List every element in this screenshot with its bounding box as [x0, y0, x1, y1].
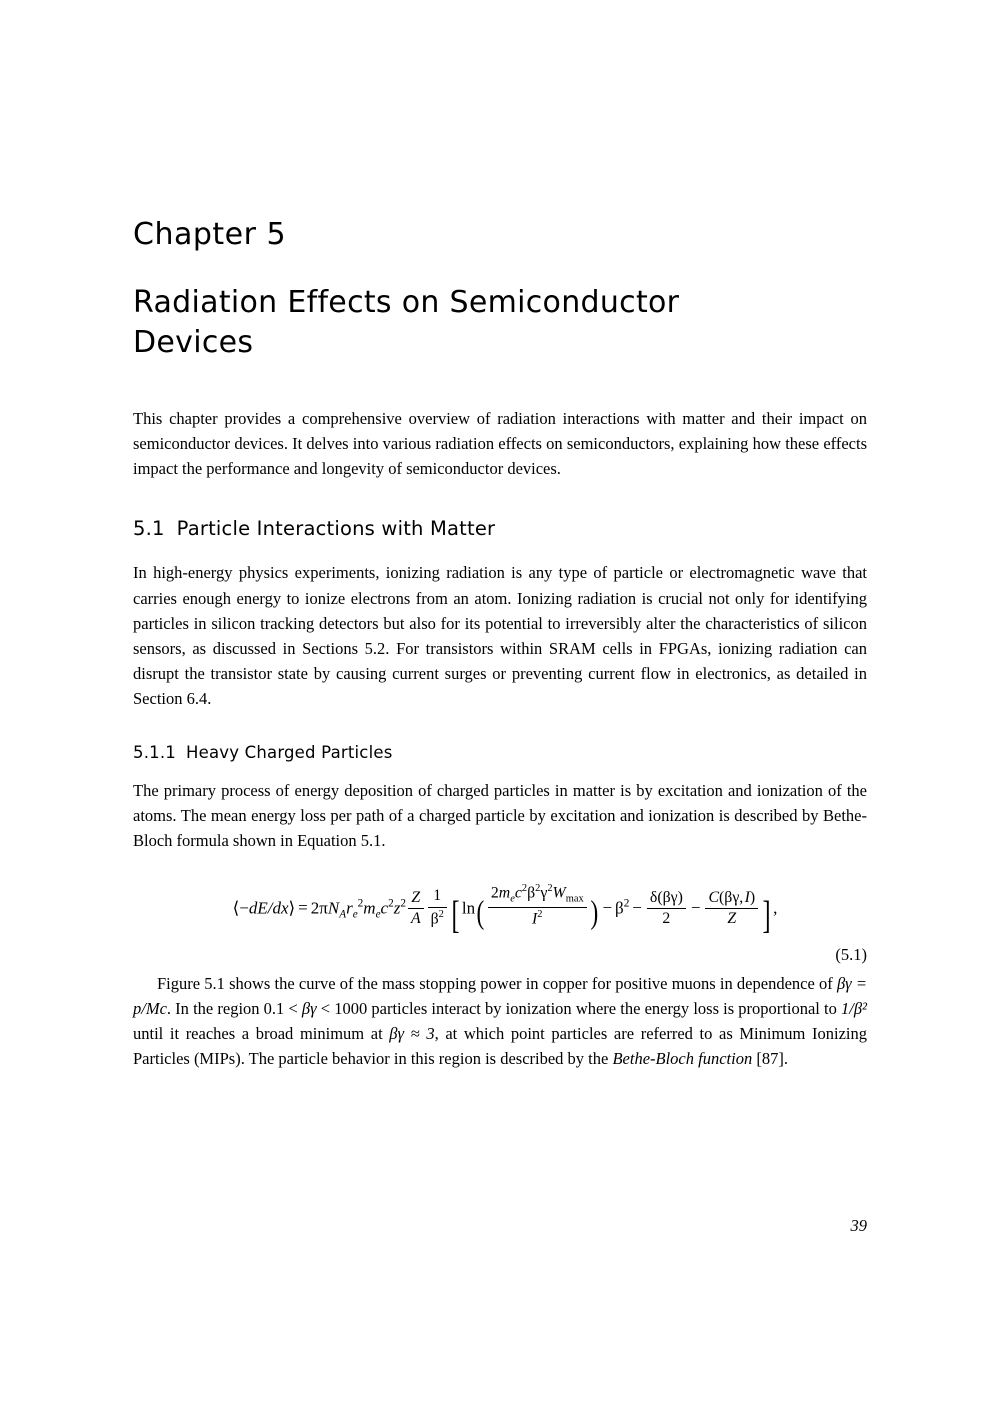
equation-number: (5.1) [835, 945, 867, 965]
equation-rendered: ⟨−dE/dx⟩ = $2\pi N_Ar_e^2m_ec^2z^2$ $\frac{Z}{A}$ $\frac{1}{\beta^2}$ [ ln( $\frac{2m_ec^2\beta^2\gamma^2W_{max}}{I^2}$ ) − $\beta^2$ − $\frac{\delta(\beta\gamma)}{2}$ − $\frac{C(\beta\gamma, I)}{Z}$ ] , [232, 883, 778, 937]
section-title: Particle Interactions with Matter [176, 517, 496, 541]
subsection-title: Heavy Charged Particles [185, 742, 393, 762]
section-number: 5.1 [133, 517, 165, 541]
figure-paragraph-part-5: , at which point particles are referred to as Minimum Ionizing Particles (MIPs). The particle behavior in this region is described by the [133, 1024, 868, 1069]
figure-paragraph-math-1: βγ = p/Mc [133, 974, 868, 1019]
figure-paragraph-part-3: < 1000 particles interact by ionization where the energy loss is proportional to [316, 999, 841, 1019]
intro-paragraph: This chapter provides a comprehensive overview of radiation interactions with matter and their impact on semiconductor devices. It delves into various radiation effects on semiconductors, explaining how these effects impact the performance and longevity of semiconductor devices. [133, 409, 867, 479]
chapter-title: Radiation Effects on Semiconductor Devices [133, 285, 680, 360]
figure-paragraph-part-2: . In the region 0.1 < [166, 999, 302, 1019]
chapter-number: Chapter 5 [133, 217, 287, 252]
figure-paragraph-math-4: βγ ≈ 3 [389, 1024, 435, 1044]
subsection-number: 5.1.1 [133, 742, 176, 762]
figure-paragraph-math-3: 1/β² [840, 999, 867, 1019]
figure-paragraph-part-4: until it reaches a broad minimum at [133, 1024, 390, 1044]
equation-5-1 [133, 883, 867, 965]
subsection-paragraph: The primary process of energy deposition of charged particles in matter is by excitation and ionization of the atoms. The mean energy loss per path of a charged particle by excitation and ionization is described by Bethe-Bloch formula shown in Equation 5.1. [133, 780, 867, 851]
figure-paragraph-part-1: Figure 5.1 shows the curve of the mass stopping power in copper for positive muons in dependence of [157, 974, 837, 994]
figure-paragraph-part-6: [87]. [752, 1049, 788, 1069]
subsection-heading-5-1-1 [133, 743, 867, 762]
figure-paragraph [133, 971, 867, 1071]
figure-paragraph-emphasis: Bethe-Bloch function [612, 1049, 753, 1069]
page-number: 39 [850, 1216, 867, 1235]
section-5-1-paragraph: In high-energy physics experiments, ionizing radiation is any type of particle or electromagnetic wave that carries enough energy to ionize electrons from an atom. Ionizing radiation is crucial not only for identifying particles in silicon tracking detectors but also for its potential to irreversibly alter the characteristics of silicon sensors, as discussed in Sections 5.2. For transistors within SRAM cells in FPGAs, ionizing radiation can disrupt the transistor state by causing current surges or preventing current flow in electronics, as detailed in Section 6.4. [133, 563, 867, 708]
section-heading-5-1 [133, 517, 867, 540]
figure-paragraph-math-2: βγ [301, 999, 317, 1019]
